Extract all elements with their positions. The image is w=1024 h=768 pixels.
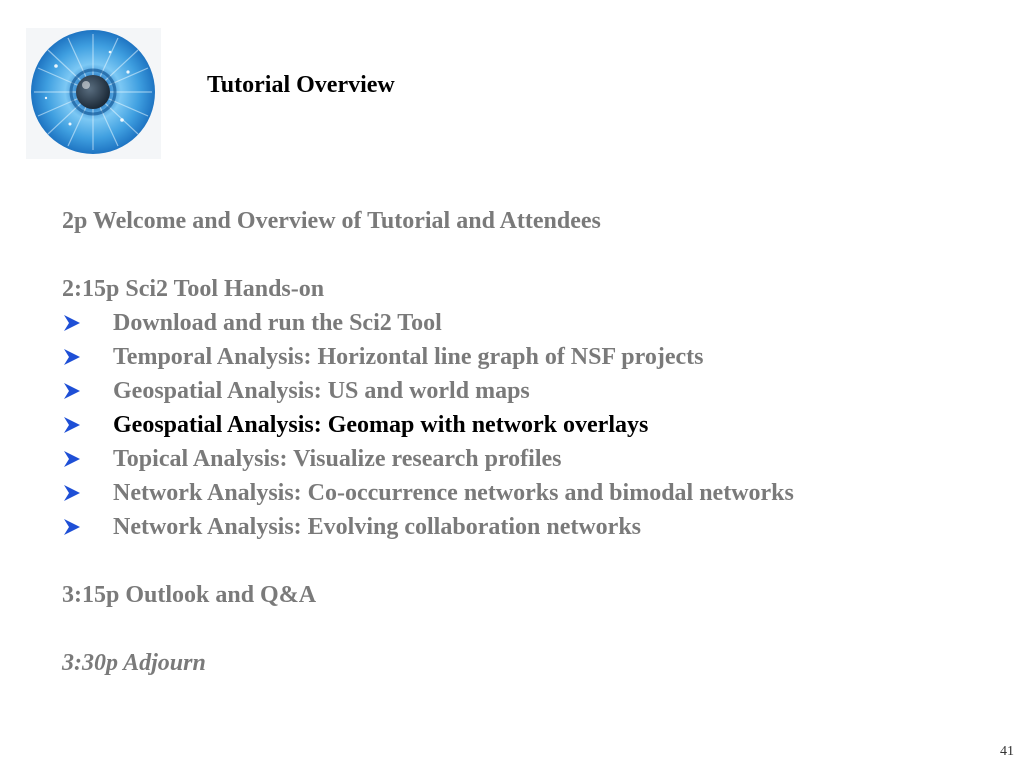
list-item-current bbox=[62, 408, 1002, 442]
arrow-bullet-icon bbox=[64, 485, 80, 501]
arrow-bullet-icon bbox=[64, 451, 80, 467]
slide-title: Tutorial Overview bbox=[207, 72, 395, 98]
agenda-outlook: 3:15p Outlook and Q&A bbox=[62, 582, 317, 608]
eye-iris-icon bbox=[26, 28, 161, 159]
list-item bbox=[62, 374, 1002, 408]
list-item bbox=[62, 306, 1002, 340]
list-item bbox=[62, 476, 1002, 510]
arrow-bullet-icon bbox=[64, 315, 80, 331]
list-item bbox=[62, 442, 1002, 476]
agenda-welcome: 2p Welcome and Overview of Tutorial and Attendees bbox=[62, 208, 601, 234]
agenda-adjourn: 3:30p Adjourn bbox=[62, 650, 206, 676]
agenda-spacer bbox=[62, 544, 1002, 578]
agenda bbox=[62, 204, 1002, 680]
agenda-spacer bbox=[62, 238, 1002, 272]
list-item-label: Topical Analysis: Visualize research profiles bbox=[113, 446, 562, 472]
arrow-bullet-icon bbox=[64, 519, 80, 535]
list-item-label: Geospatial Analysis: Geomap with network overlays bbox=[113, 412, 649, 438]
list-item-label: Geospatial Analysis: US and world maps bbox=[113, 378, 530, 404]
list-item bbox=[62, 510, 1002, 544]
list-item-label: Network Analysis: Evolving collaboration networks bbox=[113, 514, 642, 540]
list-item-label: Network Analysis: Co-occurrence networks and bimodal networks bbox=[113, 480, 794, 506]
agenda-spacer bbox=[62, 612, 1002, 646]
arrow-bullet-icon bbox=[64, 349, 80, 365]
arrow-bullet-icon bbox=[64, 383, 80, 399]
list-item-label: Temporal Analysis: Horizontal line graph of NSF projects bbox=[113, 344, 704, 370]
list-item-label: Download and run the Sci2 Tool bbox=[113, 310, 442, 336]
list-item bbox=[62, 340, 1002, 374]
agenda-handson: 2:15p Sci2 Tool Hands-on bbox=[62, 276, 325, 302]
page-number: 41 bbox=[1000, 744, 1014, 759]
arrow-bullet-icon bbox=[64, 417, 80, 433]
